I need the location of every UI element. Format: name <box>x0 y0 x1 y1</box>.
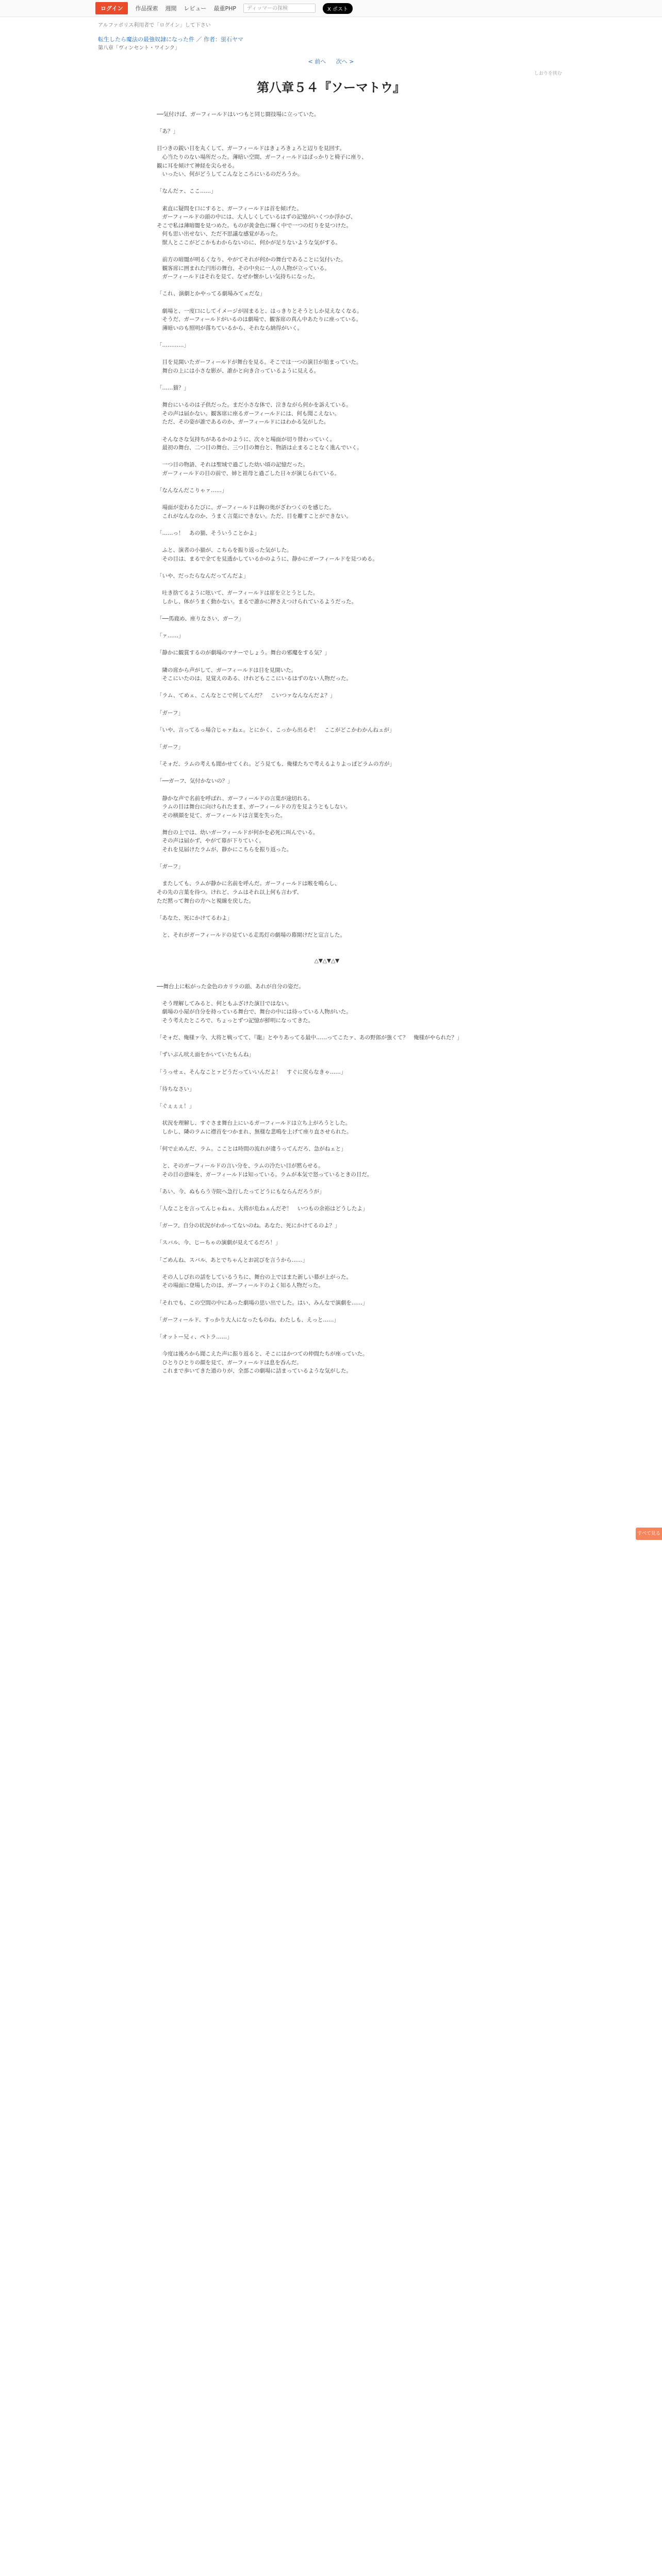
novel-paragraph: しかし、体がうまく動かない。まるで誰かに押さえつけられているようだった。 <box>157 598 357 605</box>
novel-paragraph: ガーフィールドの目の前で、姉と祖母と過ごした日々が演じられている。 <box>157 470 340 477</box>
blank-line <box>157 820 497 828</box>
blank-line <box>157 700 497 709</box>
search-input[interactable]: ディッマーの探検 <box>243 4 316 13</box>
blank-line <box>157 717 497 726</box>
novel-paragraph: 「…………」 <box>157 342 189 349</box>
blank-line <box>157 948 497 957</box>
novel-paragraph: ──気付けば、ガーフィールドはいつもと同じ闘技場に立っていた。 <box>157 111 320 117</box>
novel-paragraph: いったい、何がどうしてこんなところにいるのだろうか。 <box>157 171 303 178</box>
novel-paragraph: その場面に登場したのは、ガーフィールドのよく知る人物だった。 <box>157 1282 324 1289</box>
blank-line <box>157 281 497 290</box>
novel-paragraph: 「いや、言ってるっ場合じゃァねェ。とにかく、こっから出るぞ！ ここがどこかわかんねェが」 <box>157 726 395 733</box>
blank-line <box>157 871 497 880</box>
novel-paragraph: 「……っ！ あの猫、そういうことかよ」 <box>157 530 260 537</box>
novel-paragraph: 状況を理解し、すぐさま舞台上にいるガーフィールドは立ち上がろうとした。 <box>157 1120 351 1127</box>
novel-paragraph: ひとりひとりの顔を見て、ガーフィールドは息を呑んだ。 <box>157 1359 302 1366</box>
blank-line <box>157 1042 497 1051</box>
novel-paragraph: 「いや、だったらなんだってんだよ」 <box>157 573 249 580</box>
novel-paragraph: その目の意味を、ガーフィールドは知っている。ラムが本気で怒っているときの目だ。 <box>157 1171 373 1178</box>
novel-paragraph: ガーフィールドはそれを見て、なぜか懐かしい気持ちになった。 <box>157 274 319 280</box>
blank-line <box>157 1230 497 1239</box>
novel-paragraph: 吐き捨てるように呟いて、ガーフィールドは席を立とうとした。 <box>157 590 319 597</box>
novel-paragraph: 「なんだァ、ここ……」 <box>157 188 217 195</box>
novel-paragraph: 観に耳を傾けて神経を尖らせる。 <box>157 162 238 169</box>
novel-paragraph: 「……猫？」 <box>157 385 189 391</box>
bookmark-link[interactable]: しおりを挟む <box>534 71 562 76</box>
novel-paragraph: 劇場と、一度口にしてイメージが固まると、はっきりとそうとしか見えなくなる。 <box>157 308 362 314</box>
prev-page-link[interactable]: < 前へ <box>308 58 326 65</box>
novel-paragraph: 「何で止めんだ、ラム。こことは時間の流れが違うってんだろ、急がねェと」 <box>157 1145 346 1152</box>
novel-paragraph: 舞台の上では、幼いガーフィールドが何かを必死に叫んでいる。 <box>157 829 319 836</box>
blank-line <box>157 196 497 205</box>
next-page-link[interactable]: 次へ > <box>336 58 354 65</box>
novel-paragraph: 観客席に囲まれた円形の舞台、その中央に一人の人物が立っている。 <box>157 265 330 272</box>
blank-line <box>157 1110 497 1119</box>
blank-line <box>157 786 497 794</box>
novel-paragraph: 「そォだ、ラムの考えも聞かせてくれ。どう見ても、俺様たちで考えるよりよっぽどラムの方が」 <box>157 761 395 768</box>
novel-paragraph: 素直に疑問を口にすると、ガーフィールドは首を傾げた。 <box>157 205 302 212</box>
blank-line <box>157 1342 497 1350</box>
novel-paragraph: ガーフィールドの頭の中には、大人しくしているはずの記憶がいくつか浮かび、 <box>157 214 356 221</box>
nav-link-explore[interactable]: 作品探索 <box>135 5 158 12</box>
novel-paragraph: 心当たりのない場所だった。薄暗い空間、ガーフィールドはぱっかりと椅子に座り、 <box>157 154 367 160</box>
novel-paragraph: 「ごめんね、スバル、あとでちゃんとお詫びを言うから……」 <box>157 1257 308 1263</box>
top-nav-bar <box>0 0 662 17</box>
blank-line <box>157 1059 497 1068</box>
blank-line <box>157 1153 497 1162</box>
novel-paragraph: と、そのガーフィールドの言い分を、ラムの冷たい目が黙らせる。 <box>157 1163 324 1170</box>
blank-line <box>157 179 497 188</box>
novel-paragraph: 「そォだ、俺様ァ今、大将と戦ってて、『龍』とやりあってる最中……ってこたァ、あの野郎が強くて？ 俺様がやられた？」 <box>157 1035 462 1041</box>
novel-paragraph: 「ガーフ」 <box>157 743 184 750</box>
novel-paragraph: 「ガーフ」 <box>157 709 184 716</box>
x-post-button[interactable]: X ポスト <box>323 3 353 14</box>
novel-paragraph: ふと、演者の小猫が、こちらを振り返った気がした。 <box>157 547 292 554</box>
blank-line <box>157 1247 497 1256</box>
novel-paragraph: 舞台にいるのは子供だった。まだ小さな体で、泣きながら何かを訴えている。 <box>157 402 352 409</box>
blank-line <box>157 332 497 341</box>
side-more-button[interactable]: すべて見る <box>636 1528 662 1540</box>
novel-paragraph: 舞台の上には小さな影が、誰かと向き合っているように見える。 <box>157 367 319 374</box>
novel-paragraph: 前方の暗闇が明るくなり、やがてそれが何かの舞台であることに気付いた。 <box>157 257 346 263</box>
novel-paragraph: それを見届けたラムが、静かにこちらを振り返った。 <box>157 846 292 853</box>
blank-line <box>157 452 497 461</box>
novel-paragraph: 薄暗いのも照明が落ちているから、それなら納得がいく。 <box>157 325 303 331</box>
novel-paragraph: 今度は後ろから聞こえた声に振り返ると、そこにはかつての仲間たちが座っていた。 <box>157 1351 368 1358</box>
blank-line <box>157 350 497 359</box>
blank-line <box>157 1324 497 1333</box>
top-nav-inner <box>95 2 353 14</box>
novel-paragraph: 隣の席から声がして、ガーフィールドは目を見開いた。 <box>157 667 297 673</box>
nav-link-php[interactable]: 最重PHP <box>213 5 236 12</box>
novel-paragraph: そこで私は薄暗闇を見つめた。ものが黄金色に輝く中で一つの灯りを見つけた。 <box>157 222 352 229</box>
novel-paragraph: その声は届かず、やがて幕が下りていく。 <box>157 838 264 844</box>
blank-line <box>157 1136 497 1145</box>
episode-title: 第八章５４『ソーマトウ』 <box>257 80 405 95</box>
blank-line <box>157 965 497 974</box>
novel-paragraph: 「ラム、てめェ、こんなとこで何してんだ？ こいつァなんなんだよ？」 <box>157 692 336 699</box>
blank-line <box>157 974 497 982</box>
novel-paragraph: と、それがガーフィールドの見ている走馬灯の劇場の幕開けだと宣言した。 <box>157 932 345 938</box>
novel-paragraph: これまで歩いてきた道のりが、全部この劇場に詰まっているような気がした。 <box>157 1368 352 1375</box>
novel-paragraph: 「スバル、今、じーちゃの演劇が見えてるだろ！」 <box>157 1240 281 1246</box>
blank-line <box>157 375 497 384</box>
novel-paragraph: ラムの目は舞台に向けられたまま、ガーフィールドの方を見ようともしない。 <box>157 804 351 810</box>
blank-line <box>157 495 497 504</box>
novel-paragraph: 静かな声で名前を呼ばれ、ガーフィールドの言葉が途切れる。 <box>157 795 313 802</box>
novel-body <box>157 110 497 1376</box>
blank-line <box>157 854 497 863</box>
blank-line <box>157 1179 497 1188</box>
novel-paragraph: 目を見開いたガーフィールドが舞台を見る。そこでは一つの演目が始まっていた。 <box>157 359 362 366</box>
novel-paragraph: その横顔を見て、ガーフィールドは言葉を失った。 <box>157 812 286 819</box>
blank-line <box>157 940 497 948</box>
blank-line <box>157 581 497 589</box>
blank-line <box>157 298 497 307</box>
blank-line <box>157 247 497 256</box>
novel-paragraph: ただ、その姿が誰であるのか、ガーフィールドにはわかる気がした。 <box>157 419 329 426</box>
blank-line <box>157 683 497 692</box>
novel-paragraph: 劇場の小屋が自分を持っている舞台で、舞台の中には待っている人物がいた。 <box>157 1009 352 1015</box>
novel-paragraph: 「人なことを言ってんじゃねェ、大将が危ねェんだぞ！ いつもの余裕はどうしたよ」 <box>157 1206 368 1212</box>
novel-paragraph: 「あなた、死にかけてるわよ」 <box>157 914 233 921</box>
blank-line <box>157 752 497 760</box>
novel-paragraph: 「これ、演劇とかやってる劇場みてェだな」 <box>157 291 266 297</box>
blank-line <box>157 640 497 649</box>
blank-line <box>157 478 497 487</box>
novel-paragraph: 最初の舞台、二つ目の舞台、三つ目の舞台と、物語は止まることなく進んでいく。 <box>157 445 362 451</box>
novel-paragraph: 「静かに観賞するのが劇場のマナーでしょう。舞台の邪魔をする気？」 <box>157 650 330 656</box>
novel-paragraph: △▼△▼△▼ <box>314 957 340 964</box>
novel-paragraph: その先の言葉を待つ。けれど、ラムはそれ以上何も言わず、 <box>157 889 303 896</box>
blank-line <box>157 1196 497 1205</box>
blank-line <box>157 1025 497 1034</box>
novel-paragraph: 「それでも、この空間の中にあった劇場の思い出でした。はい、みんなで演劇を……」 <box>157 1299 368 1306</box>
novel-paragraph: ──舞台上に転がった金色のカリラの頭、あれが自分の姿だ。 <box>157 983 304 990</box>
novel-paragraph: 「ガーフ」 <box>157 863 184 870</box>
blank-line <box>157 1076 497 1085</box>
blank-line <box>157 1213 497 1222</box>
blank-line <box>157 623 497 632</box>
blank-line <box>157 393 497 401</box>
novel-paragraph: 「あ？」 <box>157 128 178 135</box>
novel-paragraph: 「ガーフィールド、すっかり大人になったものね、わたしも、えっと……」 <box>157 1316 339 1323</box>
chapter-subtitle: 第八章「ヴィンセント・ワインク」 <box>98 45 180 51</box>
novel-paragraph: 「ずいぶん吠え面をかいていたもんね」 <box>157 1052 254 1058</box>
novel-paragraph: またしても、ラムが静かに名前を呼んだ。ガーフィールドは喉を鳴らし、 <box>157 880 340 887</box>
novel-paragraph: 「なんなんだこりゃァ……」 <box>157 487 227 494</box>
blank-line <box>157 563 497 572</box>
novel-paragraph: これがなんなのか、うまく言葉にできない。ただ、目を離すことができない。 <box>157 513 352 519</box>
blank-line <box>157 1307 497 1316</box>
novel-paragraph: そこにいたのは、見覚えのある、けれどもここにいるはずのない人物だった。 <box>157 675 352 682</box>
novel-paragraph: 「──馬鹿め、座りなさい、ガーフ」 <box>157 616 244 622</box>
blank-line <box>157 119 497 128</box>
novel-paragraph: そう考えたところで、ちょっとずつ記憶が鮮明になってきた。 <box>157 1017 314 1024</box>
novel-paragraph: 「ぐぇぇぇ！」 <box>157 1103 195 1109</box>
novel-paragraph: 獣人とここがどこかもわからないのに、何かが足りないような気がする。 <box>157 239 341 246</box>
blank-line <box>157 606 497 615</box>
novel-paragraph: その声は届かない。観客席に座るガーフィールドには、何も聞こえない。 <box>157 410 340 417</box>
nav-link-weekly[interactable]: 週間 <box>165 5 177 12</box>
novel-paragraph: ただ黙って舞台の方へと視線を戻した。 <box>157 897 254 904</box>
nav-link-review[interactable]: レビュー <box>184 5 207 12</box>
blank-line <box>157 1290 497 1299</box>
blank-line <box>157 538 497 547</box>
novel-paragraph: その人しびれの話をしているうちに、舞台の上ではまた新しい幕が上がった。 <box>157 1274 352 1280</box>
novel-paragraph: しかし、隣のラムに襟首をつかまれ、無様な悲鳴を上げて座り直させられた。 <box>157 1128 352 1135</box>
novel-paragraph: 「あい、今、ぬもらう寺院へ急行したってどうにもならんだろうが」 <box>157 1188 325 1195</box>
novel-paragraph: 目つきの鋭い目を丸くして、ガーフィールドはきょろきょろと辺りを見回す。 <box>157 145 345 152</box>
novel-paragraph: 一つ目の物語、それは聖域で過ごした幼い頃の記憶だった。 <box>157 462 308 468</box>
novel-paragraph: 「ガーフ、自分の状況がわかってないのね。あなた、死にかけてるのよ？」 <box>157 1223 340 1229</box>
novel-paragraph: その目は、まるで全てを見透かしているかのように、静かにガーフィールドを見つめる。 <box>157 555 378 562</box>
novel-paragraph: そう理解してみると、何ともふざけた演目ではない。 <box>157 1000 292 1007</box>
blank-line <box>157 136 497 145</box>
novel-paragraph: 「待ちなさい」 <box>157 1086 195 1092</box>
blank-line <box>157 991 497 999</box>
blank-line <box>157 657 497 666</box>
blank-line <box>157 427 497 435</box>
top-pager <box>0 57 662 65</box>
novel-paragraph: そうだ、ガーフィールドがいるのは劇場で、観客席の真ん中あたりに座っている。 <box>157 316 362 323</box>
work-title-link[interactable]: 転生したら魔法の最強奴隷になった件 ／ 作者：蛍石ヤマ <box>98 36 243 43</box>
novel-paragraph: 場面が変わるたびに、ガーフィールドは胸の奥がざわつくのを感じた。 <box>157 504 335 511</box>
novel-paragraph: 「──ガーフ、気付かないの？」 <box>157 778 233 785</box>
login-button[interactable]: ログイン <box>95 2 128 14</box>
blank-line <box>157 1093 497 1102</box>
blank-line <box>157 922 497 931</box>
blank-line <box>157 521 497 530</box>
novel-paragraph: 「オットー兄ィ、ペトラ……」 <box>157 1333 233 1340</box>
blank-line <box>157 734 497 743</box>
blank-line <box>157 905 497 914</box>
novel-paragraph: 「うっせェ、そんなことァどうだっていいんだよ！ すぐに戻らなきゃ……」 <box>157 1069 346 1075</box>
blank-line <box>157 769 497 777</box>
novel-paragraph: そんなさな気持ちがあるかのように、次々と場面が切り替わっていく。 <box>157 436 336 443</box>
novel-paragraph: 何も思い出せない、ただ不思議な感覚があった。 <box>157 231 282 238</box>
novel-paragraph: 「ァ……」 <box>157 633 184 639</box>
breadcrumb: アルファポリス利用者で「ログイン」して下さい <box>98 23 211 28</box>
blank-line <box>157 1264 497 1273</box>
